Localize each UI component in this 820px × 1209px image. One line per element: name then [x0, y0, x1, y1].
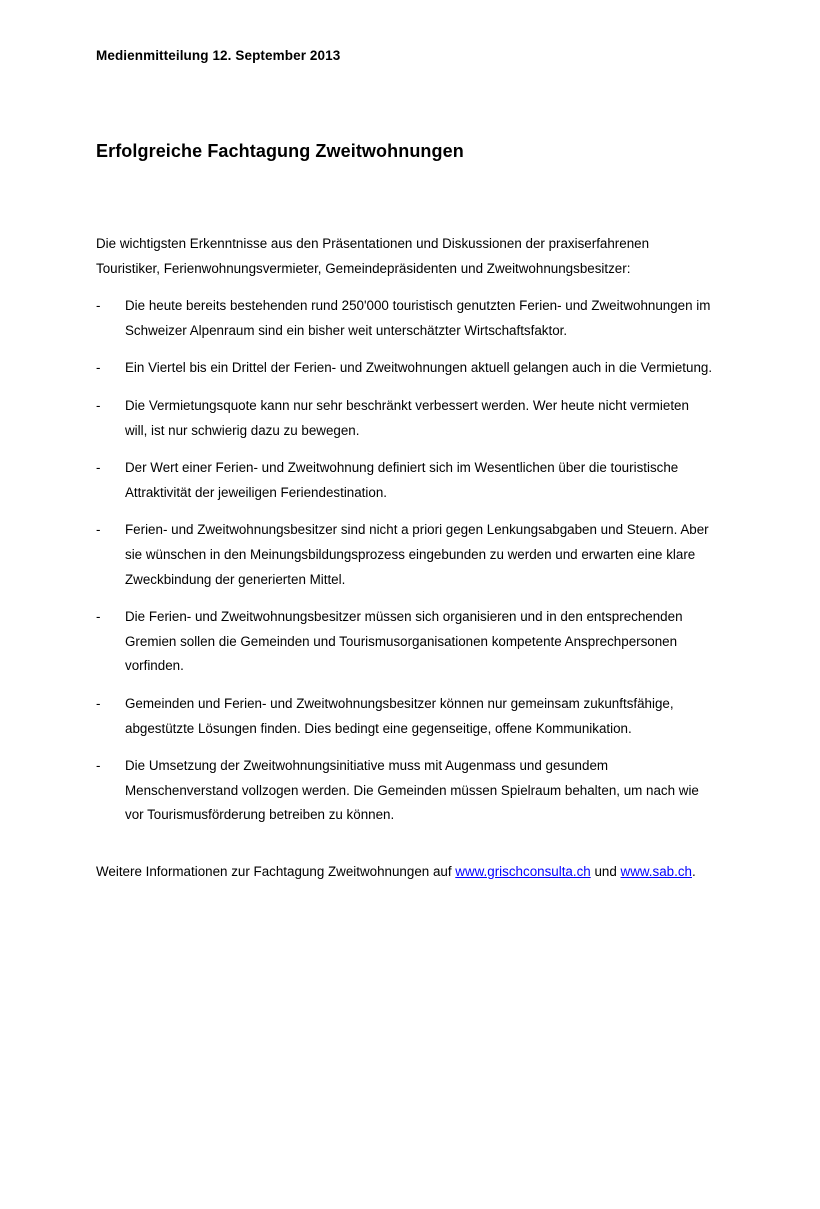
footer-text-connector: und: [590, 863, 621, 879]
footer-text-suffix: .: [691, 863, 696, 879]
list-item: [96, 394, 714, 443]
bullet-dash: -: [96, 522, 101, 538]
list-item-text: Die Ferien- und Zweitwohnungsbesitzer müssen sich organisieren und in den entsprechenden Gremien sollen die Gemeinden und Tourismusorganisationen kompetente Ansprechpersonen vorfinden.: [125, 609, 683, 674]
list-item-text: Ein Viertel bis ein Drittel der Ferien- und Zweitwohnungen aktuell gelangen auch in die Vermietung.: [125, 360, 713, 376]
list-item-text: Ferien- und Zweitwohnungsbesitzer sind nicht a priori gegen Lenkungsabgaben und Steuern. Aber sie wünschen in den Meinungsbildungsprozess eingebunden zu werden und erwarten eine klare Zweckbindung der generierten Mittel.: [125, 522, 709, 587]
findings-list: [96, 294, 714, 828]
date-line: Medienmitteilung 12. September 2013: [96, 48, 341, 63]
list-item: [96, 692, 714, 741]
bullet-dash: -: [96, 609, 101, 625]
list-item: [96, 518, 714, 592]
bullet-dash: -: [96, 360, 101, 376]
footer-text-prefix: Weitere Informationen zur Fachtagung Zweitwohnungen auf: [96, 863, 456, 879]
footer-paragraph: [96, 860, 714, 885]
list-item-text: Der Wert einer Ferien- und Zweitwohnung definiert sich im Wesentlichen über die touristische Attraktivität der jeweiligen Feriendestination.: [125, 460, 679, 500]
list-item: [96, 605, 714, 679]
list-item: [96, 356, 714, 381]
list-item: [96, 294, 714, 343]
list-item-text: Die Umsetzung der Zweitwohnungsinitiative muss mit Augenmass und gesundem Menschenverstand vollzogen werden. Die Gemeinden müssen Spielraum behalten, um nach wie vor Tourismusförderung betreiben zu können.: [125, 758, 699, 823]
bullet-dash: -: [96, 397, 101, 413]
list-item: [96, 754, 714, 828]
bullet-dash: -: [96, 298, 101, 314]
link-grischconsulta[interactable]: www.grischconsulta.ch: [455, 863, 591, 879]
page-title: Erfolgreiche Fachtagung Zweitwohnungen: [96, 141, 464, 161]
press-release-page: [0, 48, 820, 1209]
list-item-text: Die heute bereits bestehenden rund 250'000 touristisch genutzten Ferien- und Zweitwohnungen im Schweizer Alpenraum sind ein bisher weit unterschätzter Wirtschaftsfaktor.: [125, 298, 711, 338]
intro-paragraph: Die wichtigsten Erkenntnisse aus den Präsentationen und Diskussionen der praxiserfahrenen Touristiker, Ferienwohnungsvermieter, Gemeindepräsidenten und Zweitwohnungsbesitzer:: [96, 236, 650, 276]
bullet-dash: -: [96, 695, 101, 711]
link-sab[interactable]: www.sab.ch: [620, 863, 692, 879]
list-item-text: Gemeinden und Ferien- und Zweitwohnungsbesitzer können nur gemeinsam zukunftsfähige, abgestützte Lösungen finden. Dies bedingt eine gegenseitige, offene Kommunikation.: [125, 695, 674, 736]
list-item: [96, 456, 714, 505]
bullet-dash: -: [96, 460, 101, 476]
bullet-dash: -: [96, 758, 101, 774]
list-item-text: Die Vermietungsquote kann nur sehr beschränkt verbessert werden. Wer heute nicht vermieten will, ist nur schwierig dazu zu bewegen.: [125, 397, 689, 438]
